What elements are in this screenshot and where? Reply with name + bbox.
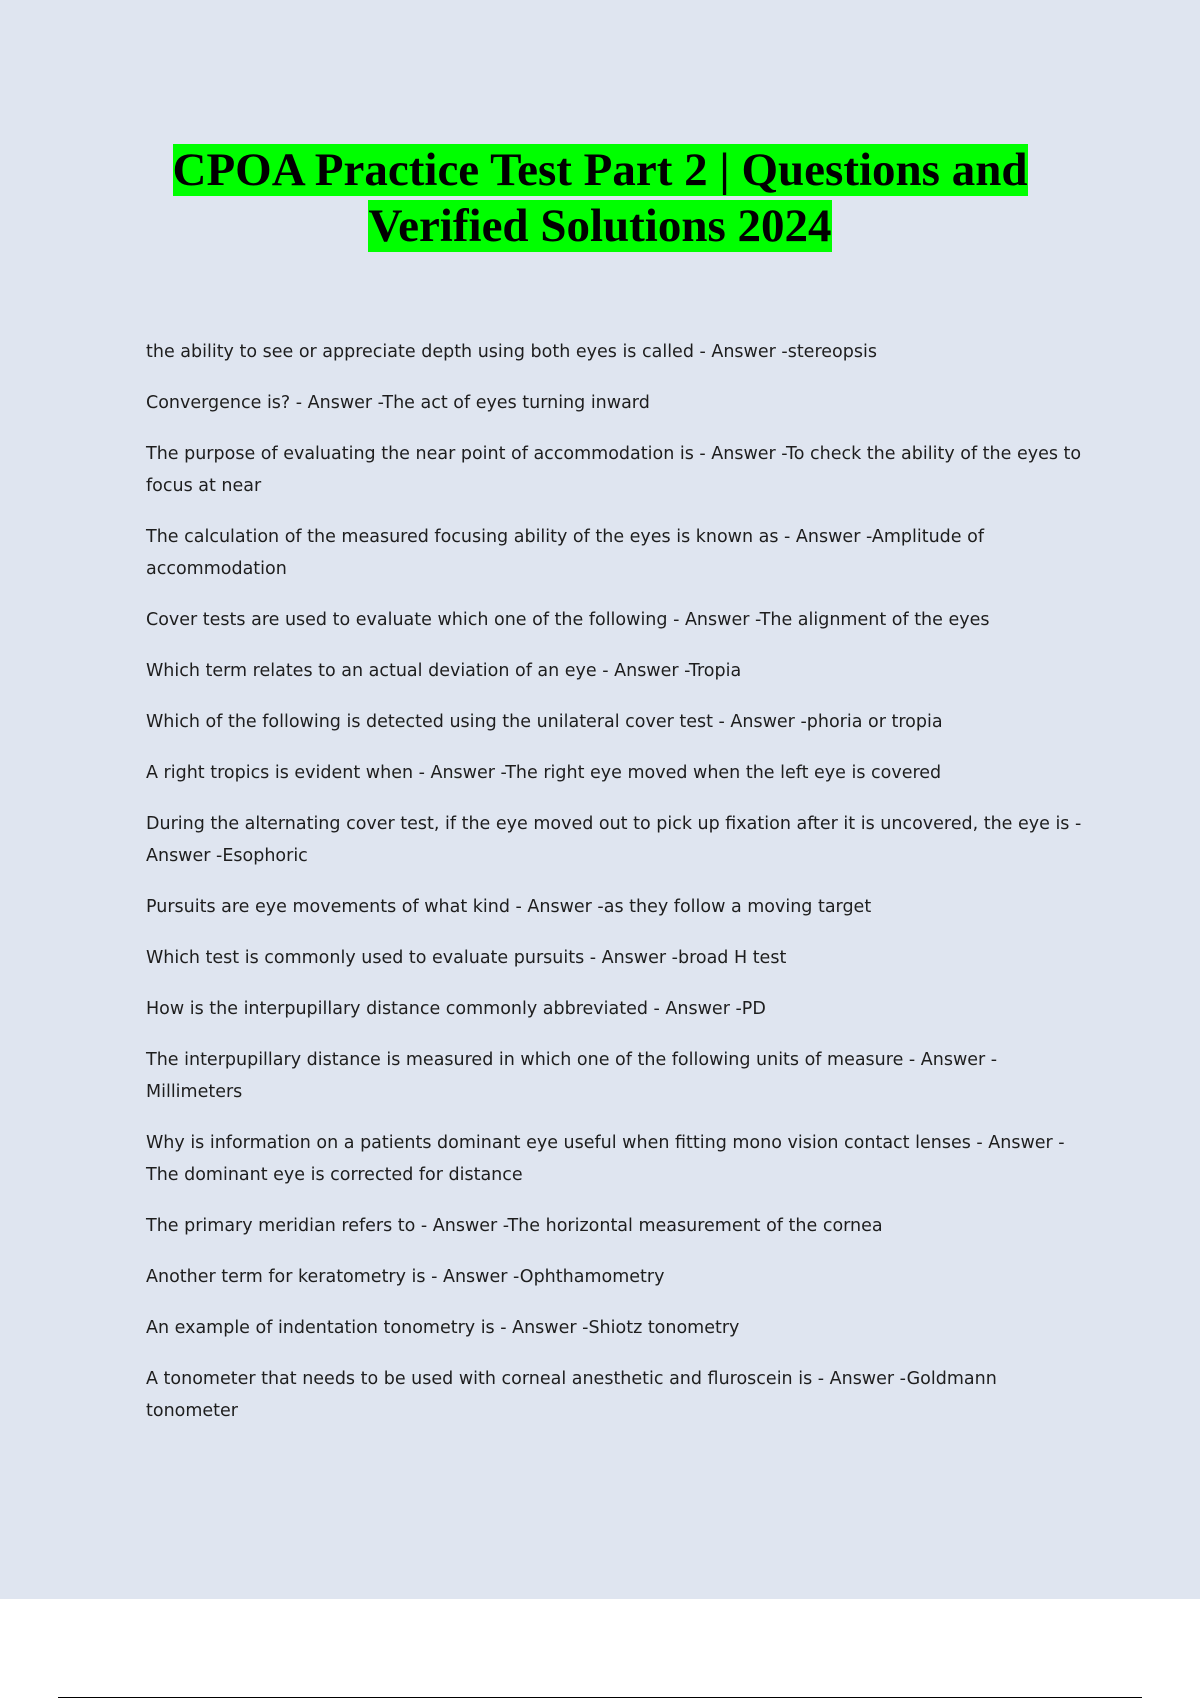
qa-item: Why is information on a patients dominant eye useful when fitting mono vision contact lenses - Answer -The dominant eye is corrected for distance	[146, 1133, 1065, 1185]
qa-item: The calculation of the measured focusing ability of the eyes is known as - Answer -Amplitude of accommodation	[146, 527, 984, 579]
title-line-1: CPOA Practice Test Part 2 | Questions and	[172, 144, 1028, 196]
qa-item: How is the interpupillary distance commonly abbreviated - Answer -PD	[146, 999, 766, 1019]
qa-item: A tonometer that needs to be used with corneal anesthetic and fluroscein is - Answer -Goldmann tonometer	[146, 1369, 997, 1421]
qa-list	[146, 336, 1086, 1446]
qa-item: Which test is commonly used to evaluate pursuits - Answer -broad H test	[146, 948, 787, 968]
qa-item: Which of the following is detected using the unilateral cover test - Answer -phoria or tropia	[146, 712, 943, 732]
footer-divider	[58, 1697, 1142, 1698]
title-line-2: Verified Solutions 2024	[368, 200, 832, 252]
qa-item: The purpose of evaluating the near point of accommodation is - Answer -To check the ability of the eyes to focus at near	[146, 444, 1082, 496]
qa-item: Another term for keratometry is - Answer -Ophthamometry	[146, 1267, 665, 1287]
qa-item: Cover tests are used to evaluate which one of the following - Answer -The alignment of the eyes	[146, 610, 990, 630]
qa-item: Pursuits are eye movements of what kind - Answer -as they follow a moving target	[146, 897, 872, 917]
qa-item: An example of indentation tonometry is - Answer -Shiotz tonometry	[146, 1318, 740, 1338]
document-title	[100, 142, 1100, 254]
qa-item: The interpupillary distance is measured in which one of the following units of measure - Answer -Millimeters	[146, 1050, 998, 1102]
qa-item: Convergence is? - Answer -The act of eyes turning inward	[146, 393, 650, 413]
qa-item: Which term relates to an actual deviation of an eye - Answer -Tropia	[146, 661, 742, 681]
qa-item: the ability to see or appreciate depth using both eyes is called - Answer -stereopsis	[146, 342, 877, 362]
qa-item: A right tropics is evident when - Answer -The right eye moved when the left eye is covered	[146, 763, 942, 783]
qa-item: During the alternating cover test, if the eye moved out to pick up fixation after it is uncovered, the eye is - Answer -Esophoric	[146, 814, 1082, 866]
qa-item: The primary meridian refers to - Answer -The horizontal measurement of the cornea	[146, 1216, 883, 1236]
